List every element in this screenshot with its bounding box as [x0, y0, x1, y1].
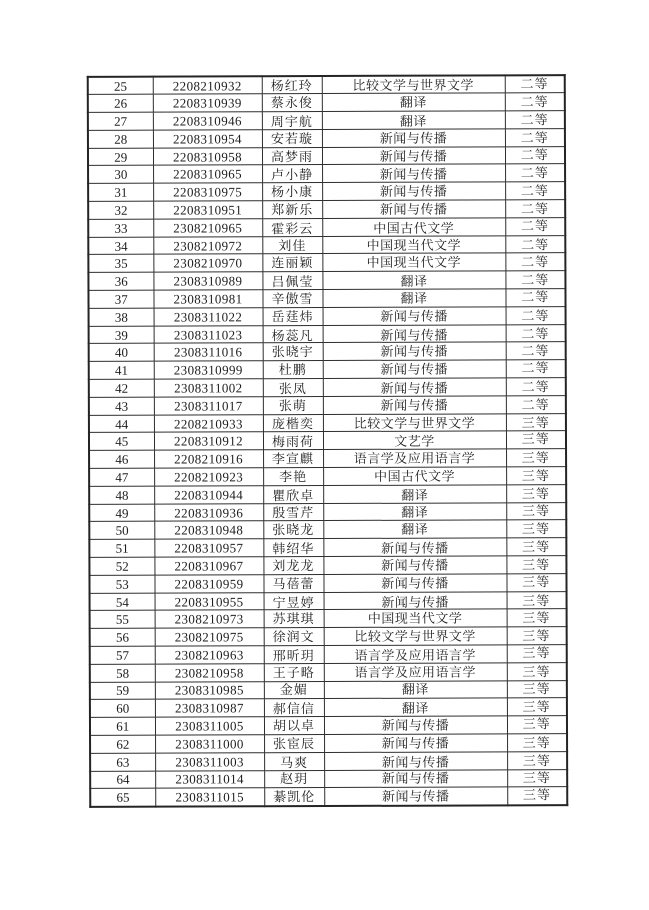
- table-row: [90, 751, 567, 770]
- table-row: [89, 573, 566, 592]
- student-id-cell: 2308311003: [155, 753, 264, 771]
- student-id-cell: 2208310939: [153, 94, 262, 112]
- student-id-cell: 2308210972: [153, 236, 262, 254]
- major-cell: 新闻与传播: [322, 165, 505, 183]
- name-cell: 吕佩莹: [262, 273, 322, 291]
- award-cell: 二等: [505, 182, 565, 200]
- award-cell: 三等: [507, 662, 567, 680]
- row-number-cell: 41: [89, 361, 154, 379]
- row-number-cell: 52: [89, 557, 154, 575]
- student-id-cell: 2308310989: [153, 272, 262, 290]
- award-cell: 二等: [505, 111, 565, 129]
- table-row: [90, 787, 567, 806]
- student-id-cell: 2308311002: [154, 379, 263, 397]
- major-cell: 新闻与传播: [323, 556, 506, 574]
- award-cell: 三等: [507, 698, 567, 716]
- award-cell: 二等: [506, 342, 566, 360]
- award-cell: 二等: [505, 253, 565, 271]
- student-id-cell: 2308311015: [155, 788, 264, 806]
- student-id-cell: 2308210973: [155, 610, 264, 628]
- name-cell: 郝信信: [264, 700, 324, 718]
- table-row: [89, 342, 566, 361]
- student-id-cell: 2308310987: [155, 699, 264, 717]
- row-number-cell: 25: [88, 77, 153, 95]
- table-row: [88, 289, 565, 308]
- major-cell: 新闻与传播: [323, 326, 506, 344]
- award-cell: 三等: [507, 680, 567, 698]
- major-cell: 新闻与传播: [323, 379, 506, 397]
- major-cell: 翻译: [322, 112, 505, 130]
- table-row: [88, 235, 565, 254]
- table-row: [90, 680, 567, 699]
- student-id-cell: 2208210932: [153, 76, 262, 94]
- award-cell: 二等: [506, 378, 566, 396]
- table-row: [88, 93, 565, 112]
- major-cell: 新闻与传播: [322, 200, 505, 218]
- table-row: [88, 200, 565, 219]
- name-cell: 徐润文: [264, 628, 324, 646]
- table-row: [89, 484, 566, 503]
- row-number-cell: 65: [90, 788, 155, 806]
- major-cell: 翻译: [322, 289, 505, 307]
- table-row: [88, 253, 565, 272]
- major-cell: 新闻与传播: [324, 787, 507, 805]
- major-cell: 中国现当代文学: [322, 253, 505, 271]
- student-id-cell: 2208310946: [153, 112, 262, 130]
- row-number-cell: 63: [90, 753, 155, 771]
- name-cell: 张晓龙: [263, 521, 323, 539]
- award-cell: 三等: [507, 609, 567, 627]
- table-row: [89, 502, 566, 521]
- row-number-cell: 51: [89, 539, 154, 557]
- name-cell: 刘龙龙: [263, 557, 323, 575]
- major-cell: 比较文学与世界文学: [324, 627, 507, 645]
- row-number-cell: 54: [90, 593, 155, 611]
- student-id-cell: 2308310985: [155, 681, 264, 699]
- award-cell: 三等: [507, 769, 567, 787]
- name-cell: 马蓓蕾: [263, 574, 323, 592]
- major-cell: 新闻与传播: [323, 396, 506, 414]
- award-cell: 二等: [506, 324, 566, 342]
- table-row: [89, 307, 566, 326]
- table-row: [89, 324, 566, 343]
- student-id-cell: 2208310957: [154, 539, 263, 557]
- student-id-cell: 2308311017: [154, 397, 263, 415]
- award-cell: 二等: [505, 288, 565, 306]
- student-id-cell: 2208310912: [154, 432, 263, 450]
- name-cell: 张宦辰: [264, 734, 324, 752]
- row-number-cell: 61: [90, 717, 155, 735]
- major-cell: 翻译: [322, 93, 505, 111]
- name-cell: 卢小静: [262, 166, 322, 184]
- award-cell: 二等: [505, 164, 565, 182]
- major-cell: 新闻与传播: [322, 147, 505, 165]
- row-number-cell: 32: [88, 201, 153, 219]
- major-cell: 翻译: [323, 520, 506, 538]
- row-number-cell: 39: [89, 326, 154, 344]
- award-cell: 二等: [506, 307, 566, 325]
- row-number-cell: 34: [88, 237, 153, 255]
- table-row: [90, 698, 567, 717]
- award-cell: 三等: [506, 484, 566, 502]
- award-cell: 三等: [507, 734, 567, 752]
- name-cell: 赵玥: [264, 770, 324, 788]
- major-cell: 新闻与传播: [323, 539, 506, 557]
- row-number-cell: 31: [88, 183, 153, 201]
- row-number-cell: 30: [88, 166, 153, 184]
- award-cell: 三等: [506, 520, 566, 538]
- award-cell: 三等: [506, 501, 566, 519]
- major-cell: 中国古代文学: [322, 219, 505, 237]
- row-number-cell: 57: [90, 646, 155, 664]
- table-row: [89, 538, 566, 557]
- student-id-cell: 2308311016: [154, 343, 263, 361]
- award-cell: 二等: [505, 217, 565, 235]
- student-id-cell: 2208310955: [155, 592, 264, 610]
- major-cell: 翻译: [323, 486, 506, 504]
- award-cell: 二等: [505, 93, 565, 111]
- major-cell: 翻译: [324, 680, 507, 698]
- name-cell: 韩绍华: [263, 540, 323, 558]
- major-cell: 新闻与传播: [322, 129, 505, 147]
- award-cell: 二等: [505, 129, 565, 147]
- major-cell: 语言学及应用语言学: [323, 449, 506, 467]
- student-id-cell: 2208310954: [153, 130, 262, 148]
- name-cell: 高梦雨: [262, 147, 322, 165]
- student-id-cell: 2208210923: [154, 468, 263, 486]
- table-row: [88, 129, 565, 148]
- award-cell: 三等: [506, 467, 566, 485]
- award-table-body: [88, 75, 568, 806]
- major-cell: 翻译: [323, 503, 506, 521]
- student-id-cell: 2308310999: [154, 361, 263, 379]
- row-number-cell: 33: [88, 219, 153, 237]
- name-cell: 岳莛炜: [263, 307, 323, 325]
- row-number-cell: 53: [89, 575, 154, 593]
- row-number-cell: 35: [88, 255, 153, 273]
- name-cell: 霍彩云: [262, 219, 322, 237]
- student-id-cell: 2308311023: [154, 325, 263, 343]
- name-cell: 李艳: [263, 468, 323, 486]
- row-number-cell: 38: [89, 308, 154, 326]
- student-id-cell: 2208310944: [154, 486, 263, 504]
- student-id-cell: 2308311000: [155, 735, 264, 753]
- name-cell: 杨红玲: [262, 76, 322, 94]
- row-number-cell: 47: [89, 468, 154, 486]
- table-row: [90, 662, 567, 681]
- table-row: [88, 182, 565, 201]
- name-cell: 邢昕玥: [264, 647, 324, 665]
- row-number-cell: 40: [89, 344, 154, 362]
- table-row: [88, 75, 565, 94]
- name-cell: 安若璇: [262, 129, 322, 147]
- major-cell: 新闻与传播: [324, 716, 507, 734]
- award-cell: 三等: [507, 715, 567, 733]
- name-cell: 马爽: [264, 753, 324, 771]
- award-cell: 二等: [505, 235, 565, 253]
- award-cell: 三等: [507, 786, 567, 804]
- name-cell: 张萌: [263, 396, 323, 414]
- student-id-cell: 2208310975: [153, 183, 262, 201]
- table-row: [90, 609, 567, 628]
- major-cell: 语言学及应用语言学: [324, 646, 507, 664]
- major-cell: 新闻与传播: [322, 182, 505, 200]
- award-cell: 三等: [506, 413, 566, 431]
- name-cell: 綦凯伦: [264, 788, 324, 806]
- row-number-cell: 29: [88, 148, 153, 166]
- row-number-cell: 36: [88, 272, 153, 290]
- name-cell: 瞿欣卓: [263, 486, 323, 504]
- major-cell: 中国现当代文学: [322, 236, 505, 254]
- table-row: [89, 360, 566, 379]
- table-row: [88, 218, 565, 237]
- table-row: [88, 111, 565, 130]
- major-cell: 语言学及应用语言学: [324, 663, 507, 681]
- award-cell: 三等: [507, 644, 567, 662]
- table-row: [89, 431, 566, 450]
- major-cell: 翻译: [322, 272, 505, 290]
- award-cell: 三等: [507, 627, 567, 645]
- table-row: [89, 520, 566, 539]
- award-cell: 三等: [506, 430, 566, 448]
- table-row: [90, 769, 567, 788]
- table-row: [89, 378, 566, 397]
- award-cell: 三等: [506, 449, 566, 467]
- name-cell: 张凤: [263, 380, 323, 398]
- award-results-table: [87, 74, 569, 807]
- name-cell: 郑新乐: [262, 201, 322, 219]
- award-cell: 二等: [506, 359, 566, 377]
- award-cell: 三等: [506, 572, 566, 590]
- student-id-cell: 2308210965: [153, 219, 262, 237]
- row-number-cell: 42: [89, 379, 154, 397]
- row-number-cell: 27: [88, 112, 153, 130]
- row-number-cell: 62: [90, 735, 155, 753]
- table-row: [89, 449, 566, 468]
- name-cell: 蔡永俊: [262, 94, 322, 112]
- award-cell: 三等: [507, 751, 567, 769]
- row-number-cell: 49: [89, 504, 154, 522]
- award-cell: 三等: [506, 538, 566, 556]
- table-row: [90, 591, 567, 610]
- student-id-cell: 2208210916: [154, 450, 263, 468]
- major-cell: 新闻与传播: [323, 360, 506, 378]
- name-cell: 连丽颖: [262, 254, 322, 272]
- award-cell: 二等: [505, 145, 565, 163]
- row-number-cell: 59: [90, 682, 155, 700]
- major-cell: 新闻与传播: [324, 734, 507, 752]
- award-cell: 二等: [505, 271, 565, 289]
- row-number-cell: 37: [88, 290, 153, 308]
- student-id-cell: 2308311005: [155, 717, 264, 735]
- major-cell: 比较文学与世界文学: [322, 75, 505, 93]
- student-id-cell: 2208310967: [154, 557, 263, 575]
- row-number-cell: 64: [90, 771, 155, 789]
- row-number-cell: 55: [90, 611, 155, 629]
- award-cell: 三等: [506, 556, 566, 574]
- row-number-cell: 44: [89, 415, 154, 433]
- major-cell: 翻译: [324, 699, 507, 717]
- award-cell: 二等: [506, 396, 566, 414]
- table-row: [90, 627, 567, 646]
- student-id-cell: 2208310965: [153, 165, 262, 183]
- table-row: [89, 413, 566, 432]
- table-row: [88, 164, 565, 183]
- table-row: [89, 556, 566, 575]
- award-cell: 三等: [507, 591, 567, 609]
- student-id-cell: 2208310951: [153, 201, 262, 219]
- name-cell: 宁昱婷: [264, 593, 324, 611]
- row-number-cell: 50: [89, 522, 154, 540]
- name-cell: 梅雨荷: [263, 433, 323, 451]
- table-row: [88, 146, 565, 165]
- name-cell: 金媚: [264, 681, 324, 699]
- student-id-cell: 2208310959: [154, 575, 263, 593]
- name-cell: 王子略: [264, 663, 324, 681]
- student-id-cell: 2308311014: [155, 770, 264, 788]
- row-number-cell: 43: [89, 397, 154, 415]
- name-cell: 苏琪琪: [264, 610, 324, 628]
- major-cell: 新闻与传播: [323, 342, 506, 360]
- student-id-cell: 2308311022: [154, 308, 263, 326]
- name-cell: 殷雪芹: [263, 503, 323, 521]
- name-cell: 李宣麒: [263, 450, 323, 468]
- major-cell: 中国现当代文学: [324, 609, 507, 627]
- major-cell: 文艺学: [323, 432, 506, 450]
- name-cell: 胡以卓: [264, 717, 324, 735]
- student-id-cell: 2308210963: [155, 646, 264, 664]
- award-cell: 二等: [505, 200, 565, 218]
- major-cell: 新闻与传播: [323, 574, 506, 592]
- student-id-cell: 2208210933: [154, 414, 263, 432]
- name-cell: 刘佳: [262, 236, 322, 254]
- table-row: [89, 396, 566, 415]
- row-number-cell: 48: [89, 486, 154, 504]
- row-number-cell: 45: [89, 433, 154, 451]
- award-cell: 二等: [505, 74, 565, 92]
- row-number-cell: 60: [90, 699, 155, 717]
- student-id-cell: 2308210958: [155, 664, 264, 682]
- row-number-cell: 46: [89, 450, 154, 468]
- table-row: [88, 271, 565, 290]
- table-row: [90, 734, 567, 753]
- name-cell: 周宇航: [262, 113, 322, 131]
- name-cell: 庞楷奕: [263, 414, 323, 432]
- name-cell: 张晓宇: [263, 343, 323, 361]
- student-id-cell: 2308210975: [155, 628, 264, 646]
- student-id-cell: 2308310981: [153, 290, 262, 308]
- row-number-cell: 58: [90, 664, 155, 682]
- table-row: [89, 467, 566, 486]
- major-cell: 新闻与传播: [324, 753, 507, 771]
- table-row: [90, 716, 567, 735]
- major-cell: 比较文学与世界文学: [323, 414, 506, 432]
- student-id-cell: 2208310948: [154, 521, 263, 539]
- major-cell: 中国古代文学: [323, 467, 506, 485]
- row-number-cell: 26: [88, 94, 153, 112]
- student-id-cell: 2208310958: [153, 147, 262, 165]
- student-id-cell: 2308210970: [153, 254, 262, 272]
- table-row: [90, 645, 567, 664]
- student-id-cell: 2208310936: [154, 503, 263, 521]
- name-cell: 杨小康: [262, 183, 322, 201]
- major-cell: 新闻与传播: [324, 769, 507, 787]
- row-number-cell: 28: [88, 130, 153, 148]
- major-cell: 新闻与传播: [324, 592, 507, 610]
- name-cell: 杨蕊凡: [263, 326, 323, 344]
- row-number-cell: 56: [90, 628, 155, 646]
- name-cell: 杜鹏: [263, 361, 323, 379]
- major-cell: 新闻与传播: [323, 307, 506, 325]
- name-cell: 辛傲雪: [262, 290, 322, 308]
